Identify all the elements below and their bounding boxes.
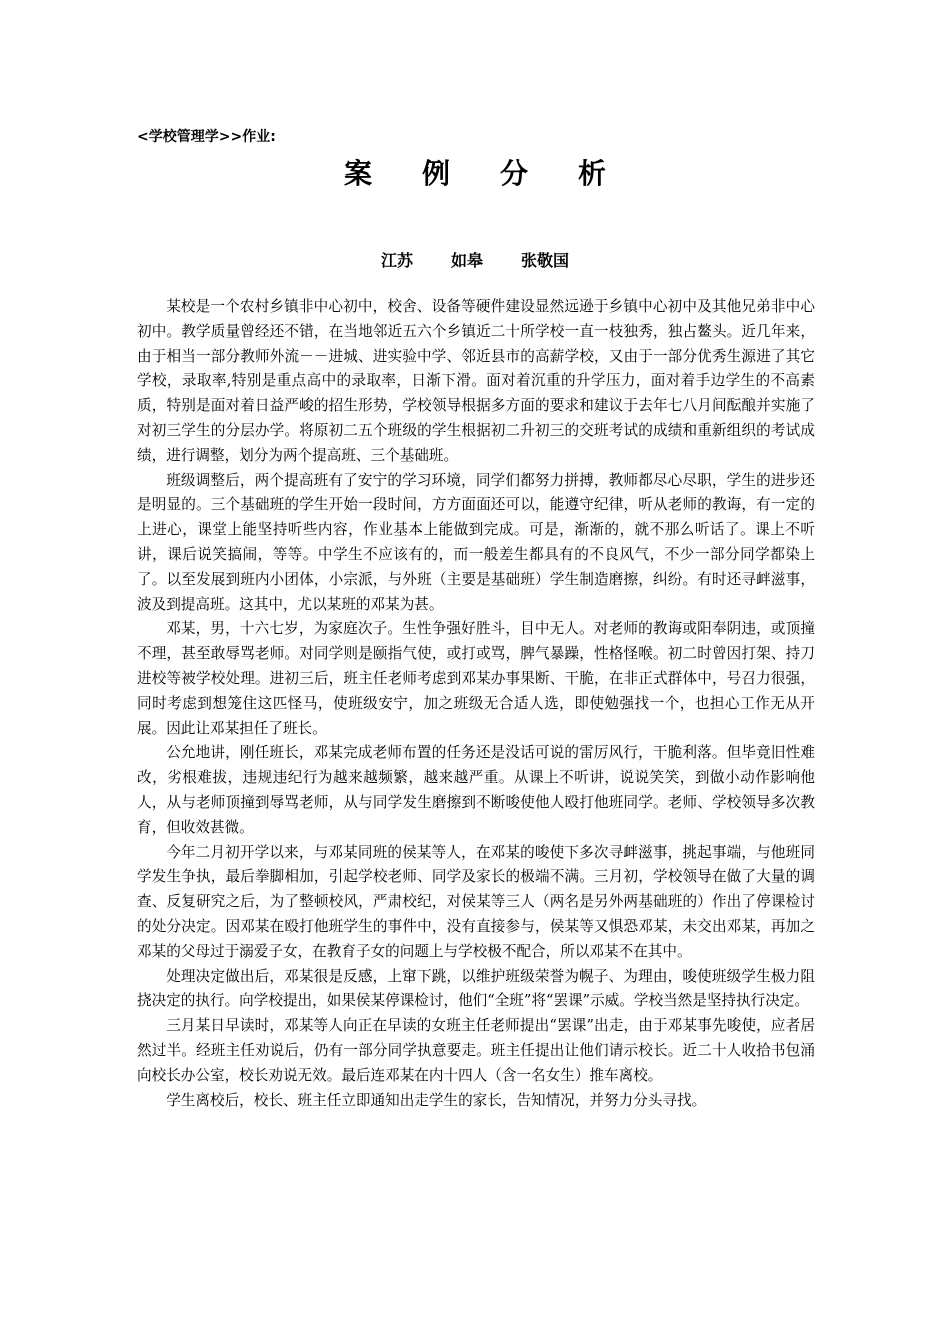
paragraph: 今年二月初开学以来，与邓某同班的侯某等人，在邓某的唆使下多次寻衅滋事，挑起事端，与他班同学发生争执，最后拳脚相加，引起学校老师、同学及家长的极端不满。三月初，学校领导在做了大量的调查、反复研究之后，为了整顿校风，严肃校纪，对侯某等三人（两名是另外两基础班的）作出了停课检讨的处分决定。因邓某在殴打他班学生的事件中，没有直接参与，侯某等又惧恐邓某，未交出邓某，再加之邓某的父母过于溺爱子女，在教育子女的问题上与学校极不配合，所以邓某不在其中。 xyxy=(137,843,815,960)
author-city: 如皋 xyxy=(450,251,483,270)
paragraph: 某校是一个农村乡镇非中心初中，校舍、设备等硬件建设显然远逊于乡镇中心初中及其他兄弟非中心初中。教学质量曾经还不错，在当地邻近五六个乡镇近二十所学校一直一枝独秀，独占鳌头。近几年来，由于相当一部分教师外流－－进城、进实验中学、邻近县市的高薪学校，又由于一部分优秀生源进了其它学校，录取率,特别是重点高中的录取率，日渐下滑。面对着沉重的升学压力，面对着手边学生的不高素质，特别是面对着日益严峻的招生形势，学校领导根据多方面的要求和建议于去年七八月间酝酿并实施了对初三学生的分层办学。将原初二五个班级的学生根据初二升初三的交班考试的成绩和重新组织的考试成绩，进行调整，划分为两个提高班、三个基础班。 xyxy=(137,298,815,464)
paragraph: 三月某日早读时，邓某等人向正在早读的女班主任老师提出“罢课”出走，由于邓某事先唆使，应者居然过半。经班主任劝说后，仍有一部分同学执意要走。班主任提出让他们请示校长。近二十人收拾书包涌向校长办公室，校长劝说无效。最后连邓某在内十四人（含一名女生）推车离校。 xyxy=(137,1017,815,1084)
paragraph: 处理决定做出后，邓某很是反感，上窜下跳，以维护班级荣誉为幌子、为理由，唆使班级学生极力阻挠决定的执行。向学校提出，如果侯某停课检讨，他们“全班”将“罢课”示威。学校当然是坚持执行决定。 xyxy=(137,967,815,1010)
author-name: 张敬国 xyxy=(521,251,570,270)
course-header: <学校管理学>>作业: xyxy=(137,129,276,145)
body-text xyxy=(137,295,815,1113)
author-line xyxy=(0,247,950,275)
paragraph: 班级调整后，两个提高班有了安宁的学习环境，同学们都努力拼搏，教师都尽心尽职，学生的进步还是明显的。三个基础班的学生开始一段时间，方方面面还可以，能遵守纪律，听从老师的教诲，有一定的上进心，课堂上能坚持听些内容，作业基本上能做到完成。可是，渐渐的，就不那么听话了。课上不听讲，课后说笑搞闹，等等。中学生不应该有的，而一般差生都具有的不良风气，不少一部分同学都染上了。以至发展到班内小团体，小宗派，与外班（主要是基础班）学生制造磨擦，纠纷。有时还寻衅滋事，波及到提高班。这其中，尤以某班的邓某为甚。 xyxy=(137,471,815,613)
paragraph: 邓某，男，十六七岁，为家庭次子。生性争强好胜斗，目中无人。对老师的教诲或阳奉阴违，或顶撞不理，甚至敢辱骂老师。对同学则是颐指气使，或打或骂，脾气暴躁，性格怪喉。初二时曾因打架、持刀进校等被学校处理。进初三后，班主任老师考虑到邓某办事果断、干脆，在非正式群体中，号召力很强，同时考虑到想笼住这匹怪马，使班级安宁，加之班级无合适人选，即使勉强找一个，也担心工作无从开展。因此让邓某担任了班长。 xyxy=(137,620,815,737)
page-title: 案例分析 xyxy=(343,157,656,190)
author-province: 江苏 xyxy=(380,251,413,270)
paragraph: 学生离校后，校长、班主任立即通知出走学生的家长，告知情况，并努力分头寻找。 xyxy=(166,1091,707,1109)
paragraph: 公允地讲，刚任班长，邓某完成老师布置的任务还是没话可说的雷厉风行，干脆利落。但毕竟旧性难改，劣根难拔，违规违纪行为越来越频繁，越来越严重。从课上不听讲，说说笑笑，到做小动作影响他人，从与老师顶撞到辱骂老师，从与同学发生磨擦到不断唆使他人殴打他班同学。老师、学校领导多次教育，但收效甚微。 xyxy=(137,744,815,836)
